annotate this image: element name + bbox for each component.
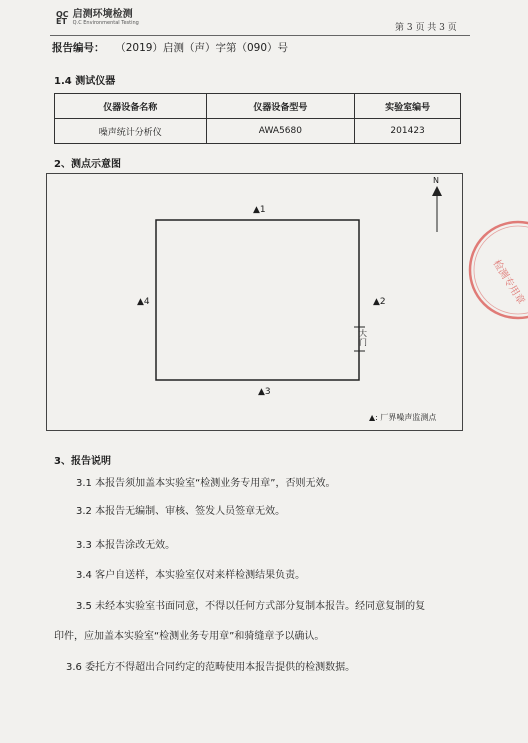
monitoring-point-4: ▲4 (137, 297, 150, 307)
report-number-label: 报告编号： (52, 42, 105, 54)
instruments-table (54, 93, 461, 144)
column-header: 仪器设备型号 (206, 94, 355, 119)
diagram-legend: ▲: 厂界噪声监测点 (369, 413, 437, 422)
gate-label: 大门 (359, 329, 367, 347)
logo-chinese-name: 启测环境检测 (72, 9, 133, 20)
official-seal-drawing (464, 218, 527, 322)
monitoring-point-2: ▲2 (373, 297, 386, 307)
column-header: 实验室编号 (355, 94, 461, 119)
instruments-title: 1.4 测试仪器 (54, 76, 116, 87)
report-number (52, 40, 288, 55)
svg-text:检测专用章: 检测专用章 (490, 258, 527, 307)
table-cell: 201423 (355, 119, 461, 144)
table-cell: 噪声统计分析仪 (55, 119, 207, 144)
note-item: 3.3 本报告涂改无效。 (76, 540, 176, 551)
column-header: 仪器设备名称 (55, 94, 207, 119)
table-row (55, 119, 461, 144)
logo-mark-top: QC (56, 9, 69, 19)
notes-title: 3、报告说明 (54, 456, 111, 467)
north-arrow-icon (432, 186, 442, 196)
monitoring-point-1: ▲1 (253, 205, 266, 215)
logo-english-name: Q.C Environmental Testing (72, 20, 139, 26)
diagram-title: 2、测点示意图 (54, 159, 121, 170)
note-item: 3.4 客户自送样，本实验室仅对来样检测结果负责。 (76, 570, 306, 581)
monitoring-point-3: ▲3 (258, 387, 271, 397)
header-divider (50, 35, 470, 36)
company-logo (56, 9, 139, 26)
table-header-row (55, 94, 461, 119)
official-seal (464, 218, 527, 322)
report-number-value: （2019）启测（声）字第（090）号 (120, 42, 289, 54)
note-item: 3.6 委托方不得超出合同约定的范畴使用本报告提供的检测数据。 (66, 662, 356, 673)
note-item: 3.1 本报告须加盖本实验室“检测业务专用章”，否则无效。 (76, 478, 336, 489)
note-item: 3.2 本报告无编制、审核、签发人员签章无效。 (76, 506, 286, 517)
note-item-continuation: 印件，应加盖本实验室“检测业务专用章”和骑缝章予以确认。 (54, 631, 325, 642)
monitoring-point-diagram (46, 173, 463, 431)
table-cell: AWA5680 (206, 119, 355, 144)
site-boundary (156, 220, 359, 380)
north-label: N (433, 176, 439, 185)
note-item: 3.5 未经本实验室书面同意，不得以任何方式部分复制本报告。经同意复制的复 (76, 601, 426, 612)
logo-mark (56, 11, 69, 25)
logo-text (73, 9, 139, 26)
logo-mark-bottom: ET (56, 16, 67, 26)
page-number: 第 3 页 共 3 页 (395, 23, 457, 33)
